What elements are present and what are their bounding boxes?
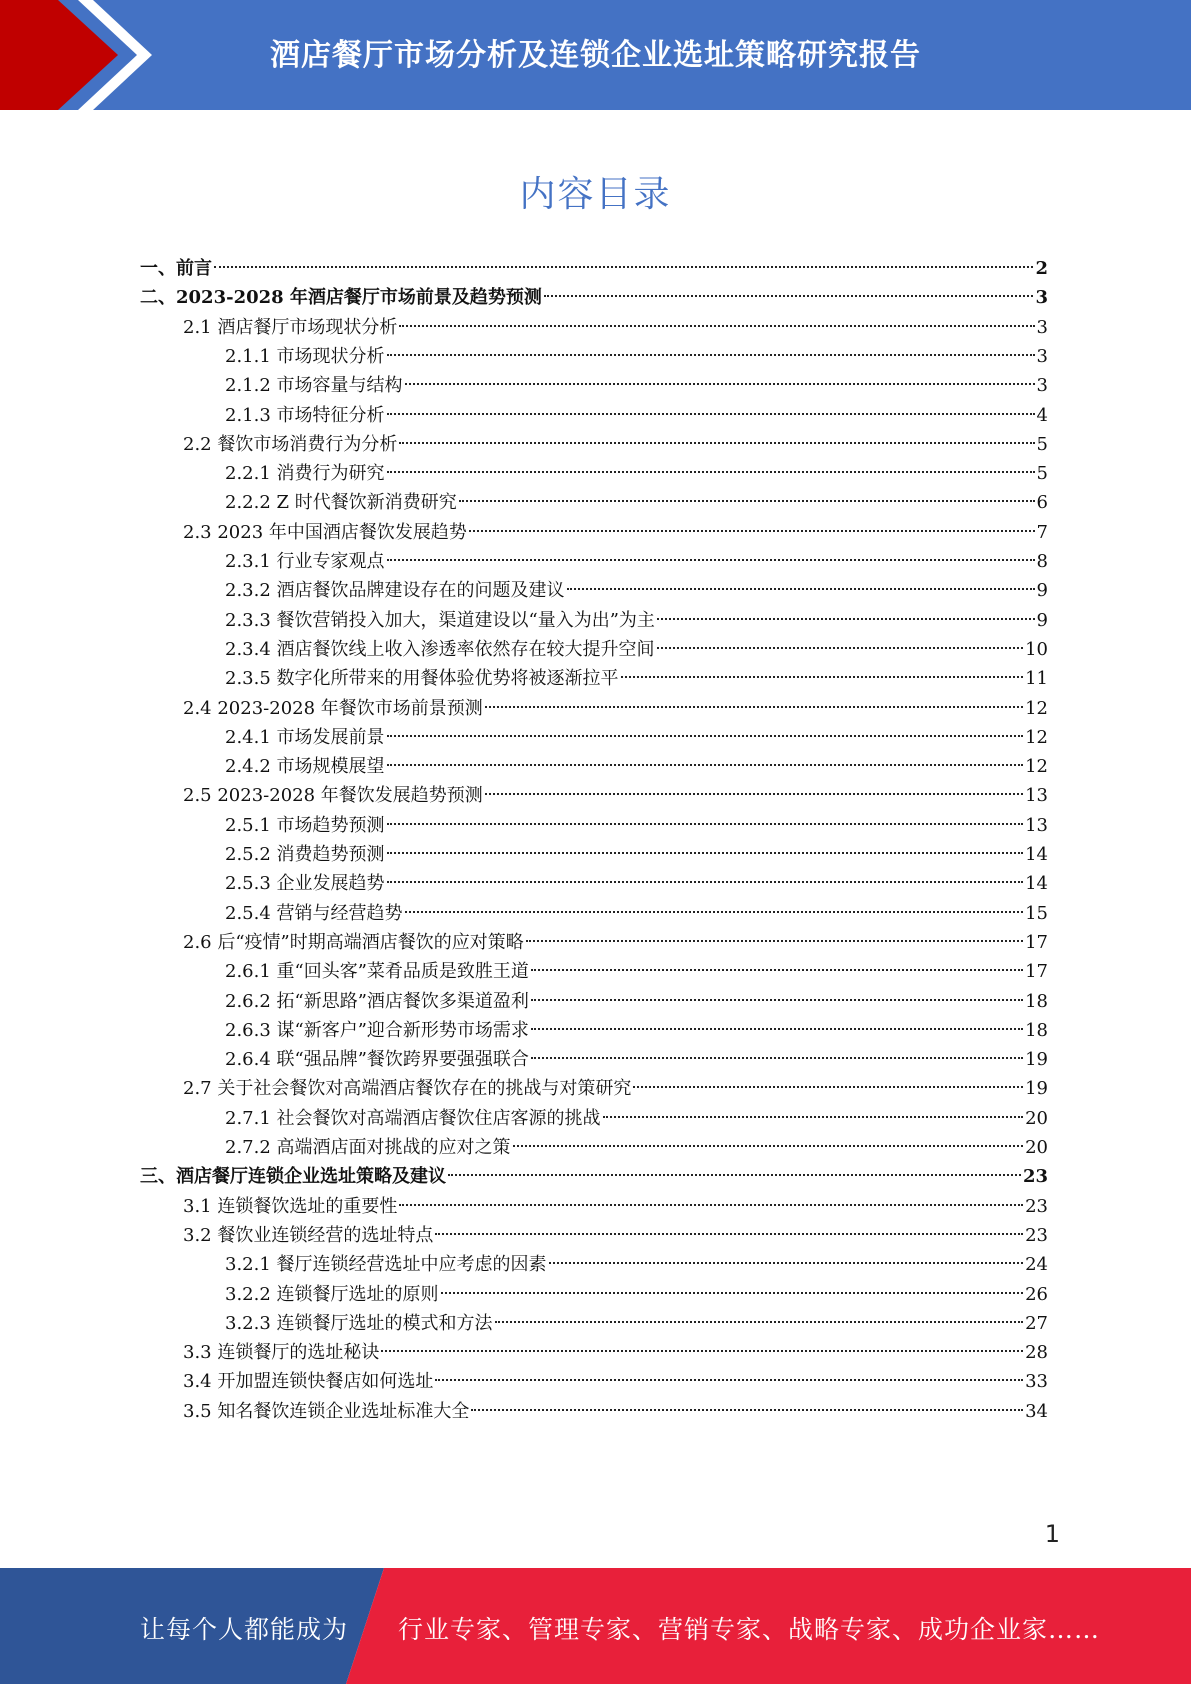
toc-dot-leader	[399, 442, 1034, 444]
toc-entry[interactable]	[225, 459, 1048, 489]
toc-entry-page: 12	[1025, 726, 1048, 748]
toc-entry[interactable]	[183, 928, 1048, 958]
toc-entry-page: 8	[1036, 551, 1048, 572]
toc-entry-label: 2.6.3 谋“新客户”迎合新形势市场需求	[225, 1019, 529, 1041]
toc-entry-page: 12	[1025, 697, 1048, 719]
toc-dot-leader	[495, 1321, 1024, 1323]
toc-entry-page: 28	[1025, 1342, 1048, 1364]
toc-entry[interactable]	[183, 1074, 1048, 1104]
toc-dot-leader	[531, 1057, 1023, 1059]
toc-entry[interactable]	[225, 664, 1048, 694]
toc-dot-leader	[531, 1028, 1023, 1030]
toc-entry-label: 2.7.2 高端酒店面对挑战的应对之策	[225, 1137, 511, 1158]
toc-dot-leader	[549, 1262, 1024, 1264]
toc-entry[interactable]	[183, 313, 1048, 343]
toc-entry-page: 15	[1025, 902, 1048, 924]
toc-entry-label: 3.5 知名餐饮连锁企业选址标准大全	[183, 1400, 470, 1422]
toc-dot-leader	[471, 1409, 1023, 1411]
toc-entry[interactable]	[225, 840, 1048, 870]
toc-dot-leader	[387, 764, 1024, 766]
toc-entry[interactable]	[183, 518, 1048, 548]
toc-entry-label: 2.1.3 市场特征分析	[225, 404, 385, 426]
toc-entry[interactable]	[225, 811, 1048, 841]
toc-entry-page: 34	[1025, 1400, 1048, 1422]
toc-heading: 内容目录	[519, 174, 672, 215]
toc-entry-label: 2.1.1 市场现状分析	[225, 345, 385, 367]
toc-entry-page: 23	[1025, 1224, 1048, 1246]
toc-entry[interactable]	[225, 723, 1048, 753]
toc-entry-label: 2.3.1 行业专家观点	[225, 551, 385, 572]
toc-entry[interactable]	[140, 283, 1048, 313]
toc-entry[interactable]	[183, 1221, 1048, 1251]
toc-dot-leader	[621, 676, 1024, 678]
toc-entry-page: 24	[1025, 1254, 1048, 1276]
toc-entry[interactable]	[225, 987, 1048, 1017]
toc-entry[interactable]	[225, 606, 1048, 636]
toc-entry-label: 2.6.2 拓“新思路”酒店餐饮多渠道盈利	[225, 990, 529, 1012]
toc-entry[interactable]	[225, 957, 1048, 987]
toc-dot-leader	[399, 325, 1034, 327]
toc-entry[interactable]	[225, 342, 1048, 372]
toc-entry[interactable]	[225, 1309, 1048, 1339]
toc-entry-label: 2.6.1 重“回头客”菜肴品质是致胜王道	[225, 961, 529, 983]
toc-entry-label: 三、酒店餐厅连锁企业选址策略及建议	[140, 1166, 446, 1188]
toc-dot-leader	[399, 1204, 1023, 1206]
page-footer	[0, 1568, 1191, 1684]
toc-entry-page: 10	[1025, 638, 1048, 660]
toc-entry-page: 19	[1025, 1078, 1048, 1100]
toc-entry[interactable]	[183, 694, 1048, 724]
toc-dot-leader	[387, 852, 1024, 854]
toc-entry-label: 2.6 后“疫情”时期高端酒店餐饮的应对策略	[183, 931, 524, 953]
toc-entry-page: 17	[1025, 931, 1048, 953]
toc-entry-label: 2.5.1 市场趋势预测	[225, 814, 385, 836]
toc-entry[interactable]	[225, 1133, 1048, 1163]
toc-dot-leader	[459, 500, 1035, 502]
toc-dot-leader	[485, 793, 1023, 795]
page-header	[0, 0, 1191, 110]
toc-entry[interactable]	[225, 899, 1048, 929]
footer-slogan-left: 让每个人都能成为	[140, 1615, 349, 1644]
toc-entry-page: 17	[1025, 961, 1048, 983]
toc-entry-label: 3.4 开加盟连锁快餐店如何选址	[183, 1371, 434, 1393]
toc-entry-page: 23	[1025, 1195, 1048, 1217]
toc-entry-label: 2.6.4 联“强品牌”餐饮跨界要强强联合	[225, 1049, 529, 1071]
toc-dot-leader	[657, 618, 1035, 620]
toc-entry-page: 9	[1036, 580, 1048, 602]
toc-entry-label: 2.3 2023 年中国酒店餐饮发展趋势	[183, 521, 467, 543]
toc-entry-label: 2.2.2 Z 时代餐饮新消费研究	[225, 492, 457, 514]
toc-entry-page: 3	[1035, 287, 1048, 309]
toc-dot-leader	[448, 1174, 1021, 1176]
toc-entry-page: 9	[1036, 609, 1048, 631]
toc-dot-leader	[526, 940, 1023, 942]
toc-entry-page: 26	[1025, 1283, 1048, 1305]
toc-dot-leader	[513, 1145, 1024, 1147]
toc-entry-label: 2.1.2 市场容量与结构	[225, 375, 403, 397]
toc-entry[interactable]	[183, 1192, 1048, 1222]
toc-entry-page: 6	[1036, 492, 1048, 514]
toc-entry-label: 2.3.4 酒店餐饮线上收入渗透率依然存在较大提升空间	[225, 638, 655, 660]
toc-entry-page: 3	[1036, 316, 1048, 338]
toc-entry[interactable]	[225, 547, 1048, 577]
toc-entry-page: 7	[1036, 521, 1048, 543]
toc-entry[interactable]	[225, 1016, 1048, 1046]
toc-entry[interactable]	[140, 254, 1048, 284]
toc-dot-leader	[469, 530, 1035, 532]
toc-dot-leader	[381, 1350, 1023, 1352]
toc-entry-label: 3.2 餐饮业连锁经营的选址特点	[183, 1224, 434, 1246]
toc-entry-label: 3.2.1 餐厅连锁经营选址中应考虑的因素	[225, 1254, 547, 1276]
toc-dot-leader	[435, 1379, 1023, 1381]
toc-dot-leader	[531, 999, 1023, 1001]
toc-dot-leader	[387, 354, 1035, 356]
toc-entry[interactable]	[225, 488, 1048, 518]
toc-entry-page: 20	[1025, 1137, 1048, 1158]
toc-entry[interactable]	[183, 430, 1048, 460]
toc-entry-label: 二、2023-2028 年酒店餐厅市场前景及趋势预测	[140, 287, 542, 309]
report-title: 酒店餐厅市场分析及连锁企业选址策略研究报告	[270, 38, 921, 73]
toc-entry-page: 3	[1036, 375, 1048, 397]
toc-entry-page: 33	[1025, 1371, 1048, 1393]
toc-entry-page: 2	[1035, 258, 1048, 279]
toc-entry[interactable]	[183, 781, 1048, 811]
toc-entry-label: 2.2.1 消费行为研究	[225, 463, 385, 485]
toc-dot-leader	[633, 1086, 1023, 1088]
toc-entry-page: 5	[1036, 463, 1048, 485]
toc-entry-page: 20	[1025, 1107, 1048, 1129]
toc-dot-leader	[405, 383, 1035, 385]
toc-entry[interactable]	[183, 1338, 1048, 1368]
toc-dot-leader	[214, 266, 1033, 268]
toc-entry-label: 2.5.3 企业发展趋势	[225, 873, 385, 895]
toc-entry-label: 2.7.1 社会餐饮对高端酒店餐饮住店客源的挑战	[225, 1107, 601, 1129]
toc-dot-leader	[387, 471, 1035, 473]
toc-entry-label: 2.7 关于社会餐饮对高端酒店餐饮存在的挑战与对策研究	[183, 1078, 632, 1100]
toc-dot-leader	[603, 1116, 1024, 1118]
toc-entry[interactable]	[225, 1250, 1048, 1280]
toc-entry-page: 4	[1036, 404, 1048, 426]
toc-entry[interactable]	[183, 1397, 1048, 1427]
toc-entry-label: 一、前言	[140, 258, 212, 279]
toc-entry[interactable]	[225, 752, 1048, 782]
toc-entry[interactable]	[225, 576, 1048, 606]
page-number: 1	[1044, 1520, 1060, 1548]
toc-entry-page: 14	[1025, 844, 1048, 865]
toc-dot-leader	[405, 911, 1024, 913]
toc-entry-page: 14	[1025, 873, 1048, 895]
toc-dot-leader	[544, 295, 1034, 297]
toc-dot-leader	[435, 1233, 1023, 1235]
toc-entry-label: 2.5.4 营销与经营趋势	[225, 902, 403, 924]
toc-entry[interactable]	[225, 371, 1048, 401]
toc-entry-page: 11	[1025, 668, 1048, 690]
toc-entry-label: 2.2 餐饮市场消费行为分析	[183, 433, 398, 455]
toc-entry[interactable]	[225, 401, 1048, 431]
toc-entry-label: 2.5.2 消费趋势预测	[225, 844, 385, 865]
toc-dot-leader	[441, 1292, 1024, 1294]
toc-dot-leader	[387, 735, 1024, 737]
toc-entry-page: 13	[1025, 785, 1048, 807]
toc-entry-label: 2.4.1 市场发展前景	[225, 726, 385, 748]
toc-dot-leader	[387, 413, 1035, 415]
toc-entry-label: 3.3 连锁餐厅的选址秘诀	[183, 1342, 380, 1364]
toc-entry-page: 12	[1025, 756, 1048, 778]
toc-dot-leader	[567, 588, 1035, 590]
toc-entry-label: 2.4 2023-2028 年餐饮市场前景预测	[183, 697, 483, 719]
toc-entry-page: 5	[1036, 433, 1048, 455]
toc-entry-label: 3.2.3 连锁餐厅选址的模式和方法	[225, 1312, 493, 1334]
toc-entry-label: 3.2.2 连锁餐厅选址的原则	[225, 1283, 439, 1305]
toc-entry-label: 3.1 连锁餐饮选址的重要性	[183, 1195, 398, 1217]
toc-entry-label: 2.4.2 市场规模展望	[225, 756, 385, 778]
toc-entry-label: 2.3.2 酒店餐饮品牌建设存在的问题及建议	[225, 580, 565, 602]
toc-dot-leader	[485, 706, 1023, 708]
toc-entry-page: 19	[1025, 1049, 1048, 1071]
toc-dot-leader	[387, 823, 1024, 825]
toc-entry-page: 13	[1025, 814, 1048, 836]
toc-entry[interactable]	[225, 869, 1048, 899]
toc-dot-leader	[657, 647, 1024, 649]
toc-entry-label: 2.3.3 餐饮营销投入加大，渠道建设以“量入为出”为主	[225, 609, 655, 631]
toc-entry-label: 2.3.5 数字化所带来的用餐体验优势将被逐渐拉平	[225, 668, 619, 690]
toc-entry[interactable]	[225, 1280, 1048, 1310]
toc-entry[interactable]	[225, 1045, 1048, 1075]
toc-entry[interactable]	[140, 1162, 1048, 1192]
toc-entry[interactable]	[225, 1104, 1048, 1134]
toc-entry[interactable]	[183, 1367, 1048, 1397]
toc-dot-leader	[387, 559, 1035, 561]
toc-dot-leader	[531, 969, 1023, 971]
toc-entry-page: 23	[1022, 1166, 1048, 1188]
toc-entry[interactable]	[225, 635, 1048, 665]
toc-entry-page: 18	[1025, 990, 1048, 1012]
toc-dot-leader	[387, 881, 1024, 883]
footer-slogan-right: 行业专家、管理专家、营销专家、战略专家、成功企业家……	[398, 1615, 1101, 1644]
toc-entry-page: 18	[1025, 1019, 1048, 1041]
toc-entry-label: 2.5 2023-2028 年餐饮发展趋势预测	[183, 785, 483, 807]
toc-entry-page: 3	[1036, 345, 1048, 367]
toc-entry-page: 27	[1025, 1312, 1048, 1334]
toc-entry-label: 2.1 酒店餐厅市场现状分析	[183, 316, 398, 338]
